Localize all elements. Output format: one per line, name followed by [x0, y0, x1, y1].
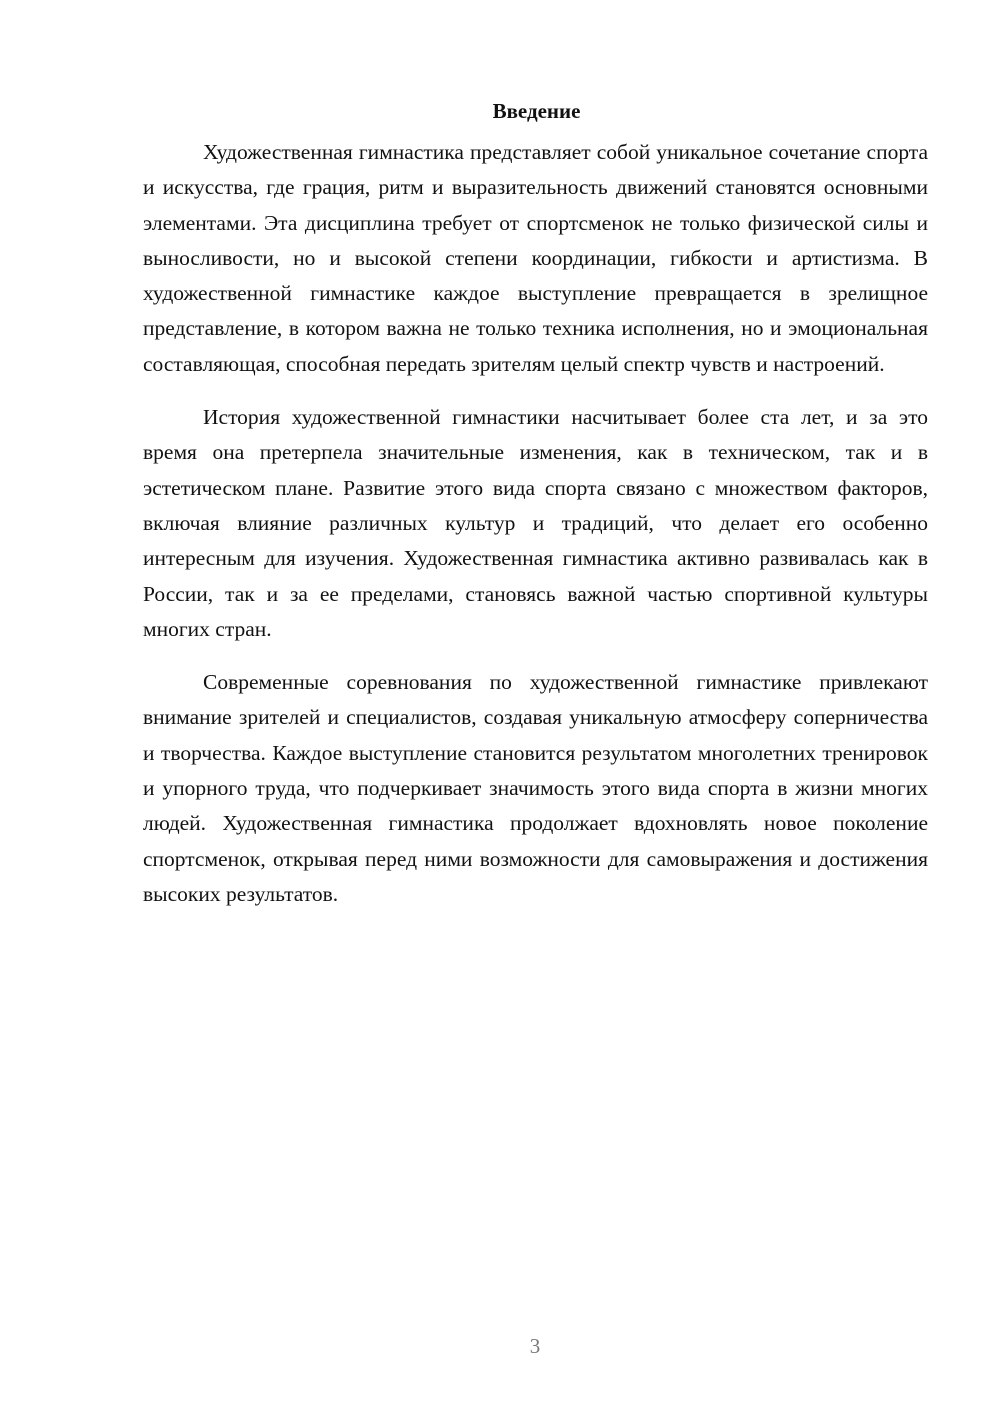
- page-content: [143, 96, 928, 930]
- paragraph-2: История художественной гимнастики насчитывает более ста лет, и за это время она претерпела значительные изменения, как в техническом, так и в эстетическом плане. Развитие этого вида спорта связано с множеством факторов, включая влияние различных культур и традиций, что делает его особенно интересным для изучения. Художественная гимнастика активно развивалась как в России, так и за ее пределами, становясь важной частью спортивной культуры многих стран.: [143, 405, 928, 641]
- section-heading: Введение: [492, 99, 581, 123]
- paragraph-1: Художественная гимнастика представляет собой уникальное сочетание спорта и искусства, где грация, ритм и выразительность движений становятся основными элементами. Эта дисциплина требует от спортсменок не только физической силы и выносливости, но и высокой степени координации, гибкости и артистизма. В художественной гимнастике каждое выступление превращается в зрелищное представление, в котором важна не только техника исполнения, но и эмоциональная составляющая, способная передать зрителям целый спектр чувств и настроений.: [143, 140, 928, 376]
- page-number: 3: [529, 1334, 541, 1358]
- paragraph-3: Современные соревнования по художественной гимнастике привлекают внимание зрителей и специалистов, создавая уникальную атмосферу соперничества и творчества. Каждое выступление становится результатом многолетних тренировок и упорного труда, что подчеркивает значимость этого вида спорта в жизни многих людей. Художественная гимнастика продолжает вдохновлять новое поколение спортсменок, открывая перед ними возможности для самовыражения и достижения высоких результатов.: [143, 670, 928, 906]
